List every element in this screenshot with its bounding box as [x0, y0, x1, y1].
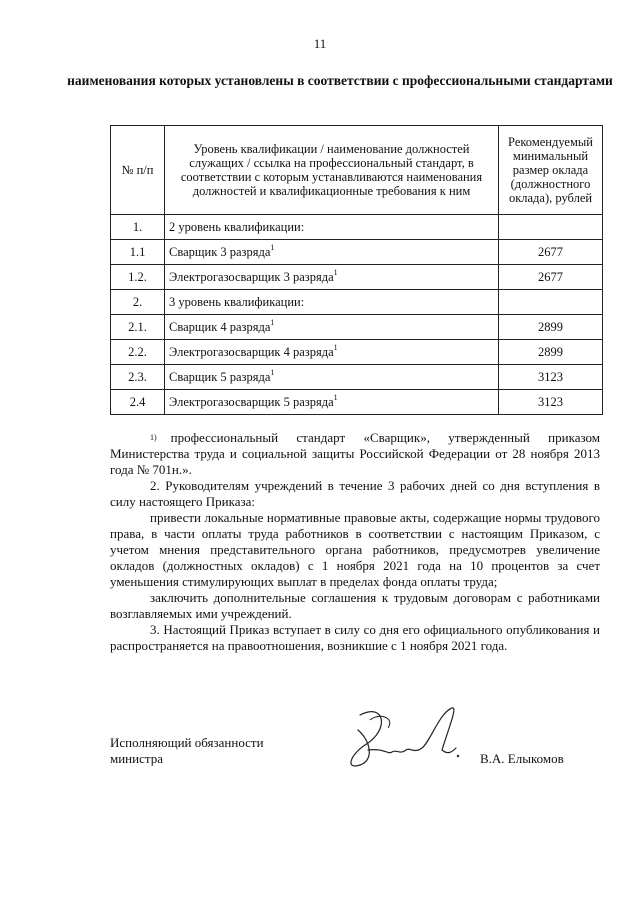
row-name: 2 уровень квалификации:: [165, 215, 499, 240]
header-qualification: Уровень квалификации / наименование должностей служащих / ссылка на профессиональный стандарт, в соответствии с которым устанавливаются наименования должностей и квалификационные требования к ним: [165, 126, 499, 215]
qualification-table: [110, 125, 603, 415]
paragraph: заключить дополнительные соглашения к трудовым договорам с работниками возглавляемых ими учреждений.: [110, 590, 600, 621]
row-name: Сварщик 4 разряда$^1$: [165, 315, 499, 340]
row-value: 2677: [499, 265, 603, 290]
header-number: № п/п: [111, 126, 165, 215]
row-number: 1.: [111, 215, 165, 240]
signatory-title-line: министра: [110, 751, 163, 766]
signatory-name: В.А. Елыкомов: [480, 751, 564, 766]
row-number: 2.1.: [111, 315, 165, 340]
row-number: 2.4: [111, 390, 165, 415]
row-name: Сварщик 5 разряда$^1$: [165, 365, 499, 390]
signatory-title-line: Исполняющий обязанности: [110, 735, 264, 750]
row-number: 2.: [111, 290, 165, 315]
row-name: Электрогазосварщик 3 разряда$^1$: [165, 265, 499, 290]
paragraph: 2. Руководителям учреждений в течение 3 рабочих дней со дня вступления в силу настоящего Приказа:: [110, 478, 600, 509]
row-value: 3123: [499, 365, 603, 390]
page-number: 11: [313, 36, 327, 51]
footnote-text: профессиональный стандарт «Сварщик», утвержденный приказом Министерства труда и социальной защиты Российской Федерации от 28 ноября 2013 года № 701н.».: [110, 430, 600, 477]
table-row: [111, 265, 603, 290]
row-number: 2.2.: [111, 340, 165, 365]
header-salary: Рекомендуемый минимальный размер оклада (должностного оклада), рублей: [499, 126, 603, 215]
table-header-row: [111, 126, 603, 215]
handwritten-signature: [330, 700, 470, 780]
table-row: [111, 290, 603, 315]
table-row: [111, 340, 603, 365]
row-name: Сварщик 3 разряда$^1$: [165, 240, 499, 265]
row-value: 2899: [499, 340, 603, 365]
row-number: 1.2.: [111, 265, 165, 290]
body-text: [110, 478, 600, 654]
row-value: [499, 290, 603, 315]
row-value: [499, 215, 603, 240]
table-row: [111, 390, 603, 415]
table-row: [111, 365, 603, 390]
row-value: 2677: [499, 240, 603, 265]
row-number: 2.3.: [111, 365, 165, 390]
row-value: 3123: [499, 390, 603, 415]
table-row: [111, 215, 603, 240]
table-row: [111, 315, 603, 340]
row-number: 1.1: [111, 240, 165, 265]
row-name: 3 уровень квалификации:: [165, 290, 499, 315]
row-name: Электрогазосварщик 4 разряда$^1$: [165, 340, 499, 365]
paragraph: привести локальные нормативные правовые акты, содержащие нормы трудового права, в части оплаты труда работников в соответствии с настоящим Приказом, с учетом мнения представительного органа работников, предусмотрев увеличение окладов (должностных окладов) с 1 ноября 2021 года на 10 процентов за счет уменьшения стимулирующих выплат в пределах фонда оплаты труда;: [110, 510, 600, 589]
footnote-mark: 1): [150, 433, 157, 442]
row-value: 2899: [499, 315, 603, 340]
table-row: [111, 240, 603, 265]
row-name: Электрогазосварщик 5 разряда$^1$: [165, 390, 499, 415]
document-heading: наименования которых установлены в соответствии с профессиональными стандартами: [67, 73, 613, 88]
footnote: [110, 430, 600, 478]
signatory-title: [110, 735, 264, 767]
paragraph: 3. Настоящий Приказ вступает в силу со дня его официального опубликования и распространяется на правоотношения, возникшие с 1 ноября 2021 года.: [110, 622, 600, 653]
